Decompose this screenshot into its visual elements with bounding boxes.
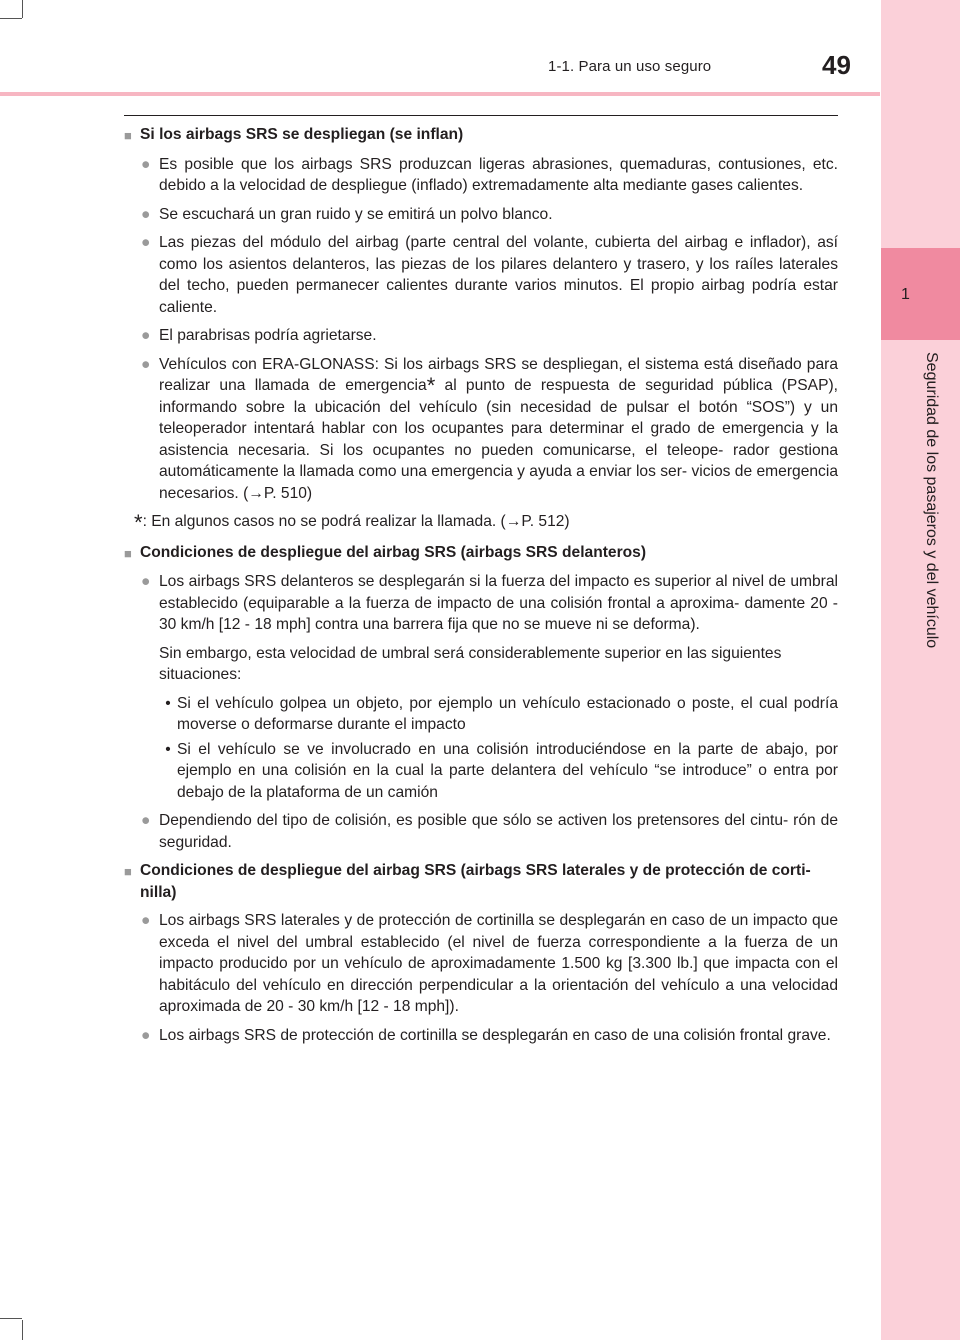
header-bar <box>0 92 880 96</box>
bullet-icon: ● <box>141 573 151 590</box>
bullet-icon: ● <box>141 812 151 829</box>
list-item-text: Dependiendo del tipo de colisión, es posible que sólo se activen los pretensores del cintu- rón de seguridad. <box>159 812 838 851</box>
list-item <box>141 571 838 636</box>
page-content <box>124 124 838 1053</box>
crop-mark <box>0 18 22 19</box>
list-item-text: Se escuchará un gran ruido y se emitirá un polvo blanco. <box>159 205 553 223</box>
list-item-text-part: al punto de respuesta de seguridad pública (PSAP), informando sobre la ubicación del vehículo (sin necesidad de pulsar el botón “SOS”) y un teleoperador intentará hablar con los ocupantes para determinar el grado de emergencia y la asistencia necesaria. Si los ocupantes no pueden comunicarse, el teleope- rador gestiona automáticamente la llamada como una emergencia y ayuda a enviar los ser- vicios de emergencia necesarios. (→P. 510) <box>159 377 838 502</box>
side-tab-active-marker <box>881 248 960 340</box>
crop-mark <box>22 0 23 18</box>
list-item <box>141 1025 838 1047</box>
bullet-icon: ● <box>141 1026 151 1044</box>
page-number: 49 <box>822 50 851 80</box>
footnote-text: : En algunos casos no se podrá realizar la llamada. (→P. 512) <box>142 513 570 530</box>
sub-bullet-icon: • <box>165 740 171 758</box>
list-item-text: El parabrisas podría agrietarse. <box>159 327 377 344</box>
sub-list-item <box>159 739 838 804</box>
sub-bullet-icon: • <box>165 694 171 712</box>
asterisk-marker: * <box>426 373 436 398</box>
section-title-text: Condiciones de despliegue del airbag SRS (airbags SRS laterales y de protección de corti- nilla) <box>140 862 811 901</box>
paragraph: Sin embargo, esta velocidad de umbral será considerablemente superior en las siguientes situaciones: <box>159 644 782 683</box>
section-title <box>124 124 838 147</box>
list-item <box>141 910 838 1018</box>
sub-list-item-text: Si el vehículo se ve involucrado en una colisión introduciéndose en la parte de abajo, por ejemplo en una colisión en la cual la parte delantera del vehículo “se introduce” o entra por debajo de la plataforma de un camión <box>177 740 838 801</box>
section-title-text: Si los airbags SRS se despliegan (se inflan) <box>140 126 464 143</box>
list-item-text: Los airbags SRS delanteros se desplegarán si la fuerza del impacto es superior al nivel de umbral establecido (equiparable a la fuerza de impacto de una colisión frontal a aproxima- damente 20 - 30 km/h [12 - 18 mph] contra una barrera fija que no se mueve ni se deforma). <box>159 573 838 633</box>
crop-mark <box>22 1320 23 1340</box>
crop-mark <box>0 1318 22 1319</box>
section-title-text: Condiciones de despliegue del airbag SRS (airbags SRS delanteros) <box>140 543 647 561</box>
list-item <box>141 204 838 226</box>
footnote <box>134 511 838 534</box>
bullet-icon: ● <box>141 205 151 223</box>
sub-list-item-text: Si el vehículo golpea un objeto, por ejemplo un vehículo estacionado o poste, el cual podría moverse o deformarse durante el impacto <box>177 694 838 733</box>
asterisk-marker: * <box>134 510 143 535</box>
section-title <box>124 542 838 565</box>
list-item-text-part: Vehículos con ERA-GLONASS: Si los airbags SRS se despliegan, el sistema está diseñado para realizar una llamada de emergencia <box>159 355 838 394</box>
bullet-icon: ● <box>141 234 151 251</box>
list-item <box>141 154 838 197</box>
list-item <box>141 810 838 853</box>
chapter-number: 1 <box>901 286 910 303</box>
list-item-text: Los airbags SRS laterales y de protección de cortinilla se desplegarán en caso de un impacto que exceda el nivel del umbral establecido (el nivel de fuerza correspondiente a la fuerza de un impacto producido por un vehículo de aproximadamente 1.500 kg [3.300 lb.] que impacta con el habitáculo del vehículo en dirección perpendicular a la orientación del vehículo a una velocidad aproximada de 20 - 30 km/h [12 - 18 mph]). <box>159 912 838 1015</box>
section-title <box>124 860 838 903</box>
sub-list-item <box>159 693 838 736</box>
list-item <box>141 354 838 505</box>
square-bullet-icon: ■ <box>124 864 132 879</box>
list-item <box>141 325 838 347</box>
bullet-icon: ● <box>141 355 151 373</box>
bullet-icon: ● <box>141 155 151 173</box>
list-item-text: Los airbags SRS de protección de cortinilla se desplegarán en caso de una colisión frontal grave. <box>159 1026 831 1044</box>
list-item-text: Las piezas del módulo del airbag (parte central del volante, cubierta del airbag e inflador), así como los asientos delanteros, las piezas de los pilares delantero y trasero, y los raíles laterales del techo, pueden permanecer calientes durante varios minutos. El propio airbag podría estar caliente. <box>159 234 838 316</box>
side-tab <box>881 0 960 1340</box>
bullet-icon: ● <box>141 327 151 344</box>
list-item-text <box>159 354 838 505</box>
content-rule <box>124 115 838 116</box>
square-bullet-icon: ■ <box>124 545 132 561</box>
bullet-icon: ● <box>141 912 151 929</box>
chapter-title: Seguridad de los pasajeros y del vehículo <box>923 352 940 649</box>
section-heading: 1-1. Para un uso seguro <box>548 58 712 75</box>
list-item-text: Es posible que los airbags SRS produzcan ligeras abrasiones, quemaduras, contusiones, etc. debido a la velocidad de despliegue (inflado) extremadamente alta mediante gases calientes. <box>159 155 838 194</box>
square-bullet-icon: ■ <box>124 128 132 143</box>
list-item <box>141 232 838 318</box>
